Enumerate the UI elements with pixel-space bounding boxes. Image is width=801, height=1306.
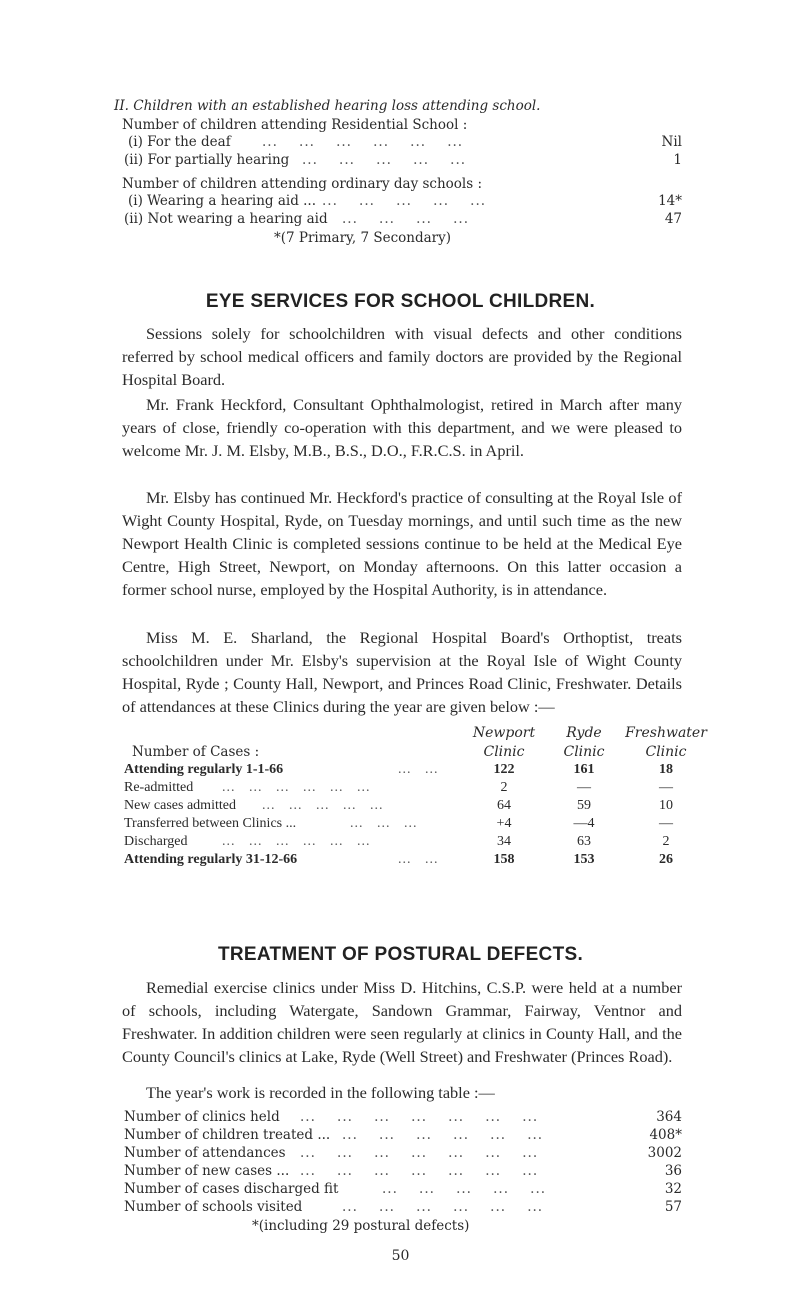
list-item-label: Number of new cases ... bbox=[124, 1163, 290, 1179]
page-number: 50 bbox=[391, 1248, 410, 1264]
cell: 158 bbox=[493, 852, 515, 867]
list-item-label: Number of attendances bbox=[124, 1145, 286, 1161]
table-row bbox=[0, 816, 801, 834]
list-item-value: 408* bbox=[649, 1127, 682, 1143]
residential-heading: Number of children attending Residential School : bbox=[122, 117, 468, 133]
leader-dots: ... ... bbox=[398, 762, 439, 777]
cell: — bbox=[659, 780, 673, 795]
list-item-value: 3002 bbox=[647, 1145, 682, 1161]
cell: 2 bbox=[662, 834, 670, 849]
table-row bbox=[0, 762, 801, 780]
leader-dots: ... ... ... ... ... ... bbox=[222, 834, 371, 849]
list-item-label: Number of children treated ... bbox=[124, 1127, 331, 1143]
leader-dots: ... ... ... ... ... bbox=[382, 1181, 547, 1197]
cell: 59 bbox=[577, 798, 591, 813]
day-item-value: 14* bbox=[658, 193, 682, 209]
cell: — bbox=[577, 780, 591, 795]
leader-dots: ... ... ... ... ... ... bbox=[342, 1127, 544, 1143]
list-item-label: Number of schools visited bbox=[124, 1199, 303, 1215]
leader-dots: ... ... ... ... ... ... bbox=[222, 780, 371, 795]
leader-dots: ... ... ... ... ... ... ... bbox=[300, 1145, 539, 1161]
column-header: Clinic bbox=[563, 744, 605, 760]
eye-paragraph: Sessions solely for schoolchildren with visual defects and other conditions referred by school medical officers and family doctors are provided by the Regional Hospital Board. bbox=[122, 324, 682, 389]
leader-dots: ... ... ... ... bbox=[342, 211, 469, 227]
cell: 18 bbox=[659, 762, 673, 777]
postural-defects-title: TREATMENT OF POSTURAL DEFECTS. bbox=[217, 944, 584, 965]
day-heading: Number of children attending ordinary day schools : bbox=[122, 176, 483, 192]
leader-dots: ... ... bbox=[398, 852, 439, 867]
cell: —4 bbox=[573, 816, 595, 831]
postural-paragraph: The year's work is recorded in the following table :— bbox=[146, 1083, 495, 1102]
table-row bbox=[0, 834, 801, 852]
row-label: Transferred between Clinics ... bbox=[124, 816, 297, 831]
leader-dots: ... ... ... ... ... bbox=[262, 798, 384, 813]
cell: 64 bbox=[497, 798, 511, 813]
list-item-value: 57 bbox=[664, 1199, 682, 1215]
row-label: New cases admitted bbox=[124, 798, 236, 813]
list-item-label: Number of cases discharged fit bbox=[124, 1181, 339, 1197]
cell: +4 bbox=[496, 816, 512, 831]
column-header: Ryde bbox=[566, 725, 602, 741]
cell: 26 bbox=[659, 852, 673, 867]
leader-dots: ... ... ... ... ... ... bbox=[262, 134, 464, 150]
row-label: Discharged bbox=[124, 834, 188, 849]
cell: 34 bbox=[497, 834, 511, 849]
column-header: Freshwater bbox=[625, 725, 707, 741]
residential-item-label: (i) For the deaf bbox=[128, 134, 231, 150]
residential-item-label: (ii) For partially hearing bbox=[124, 152, 290, 168]
cell: — bbox=[659, 816, 673, 831]
table-row bbox=[0, 852, 801, 870]
postural-footnote: *(including 29 postural defects) bbox=[252, 1218, 470, 1234]
cell: 161 bbox=[573, 762, 595, 777]
postural-paragraph: Remedial exercise clinics under Miss D. Hitchins, C.S.P. were held at a number of schools, including Watergate, Sandown Grammar, Fairway, Ventnor and Freshwater. In addition children were seen regularly at clinics in County Hall, and the County Council's clinics at Lake, Ryde (Well Street) and Freshwater (Princes Road). bbox=[122, 978, 682, 1066]
row-label: Re-admitted bbox=[124, 780, 194, 795]
cell: 122 bbox=[493, 762, 515, 777]
list-item-label: Number of clinics held bbox=[124, 1109, 280, 1125]
cell: 10 bbox=[659, 798, 673, 813]
list-item-value: 36 bbox=[664, 1163, 682, 1179]
cell: 2 bbox=[500, 780, 508, 795]
day-item-value: 47 bbox=[664, 211, 682, 227]
list-item-value: 364 bbox=[656, 1109, 682, 1125]
column-header: Clinic bbox=[483, 744, 525, 760]
row-label: Attending regularly 1-1-66 bbox=[124, 762, 284, 777]
residential-item-value: 1 bbox=[673, 152, 682, 168]
hearing-footnote: *(7 Primary, 7 Secondary) bbox=[274, 230, 452, 246]
table-row bbox=[0, 798, 801, 816]
leader-dots: ... ... ... ... ... bbox=[302, 152, 467, 168]
cell: 153 bbox=[573, 852, 595, 867]
leader-dots: ... ... ... ... ... ... ... bbox=[300, 1163, 539, 1179]
day-item-label: (ii) Not wearing a hearing aid bbox=[124, 211, 328, 227]
hearing-heading: II. Children with an established hearing loss attending school. bbox=[114, 98, 541, 114]
column-header: Clinic bbox=[645, 744, 687, 760]
leader-dots: ... ... ... bbox=[350, 816, 418, 831]
eye-services-title: EYE SERVICES FOR SCHOOL CHILDREN. bbox=[205, 291, 596, 312]
eye-paragraph: Mr. Frank Heckford, Consultant Ophthalmologist, retired in March after many years of close, friendly co-operation with this department, and we were pleased to welcome Mr. J. M. Elsby, M.B., B.S., D.O., F.R.C.S. in April. bbox=[122, 395, 682, 460]
leader-dots: ... ... ... ... ... bbox=[322, 193, 487, 209]
column-header: Newport bbox=[472, 725, 536, 741]
row-header-label: Number of Cases : bbox=[132, 744, 260, 760]
row-label: Attending regularly 31-12-66 bbox=[124, 852, 298, 867]
eye-paragraph: Miss M. E. Sharland, the Regional Hospital Board's Orthoptist, treats schoolchildren under Mr. Elsby's supervision at the Royal Isle of Wight County Hospital, Ryde ; County Hall, Newport, and Princes Road Clinic, Freshwater. Details of attendances at these Clinics during the year are given below :— bbox=[122, 628, 682, 716]
eye-paragraph: Mr. Elsby has continued Mr. Heckford's practice of consulting at the Royal Isle of Wight County Hospital, Ryde, on Tuesday mornings, and until such time as the new Newport Health Clinic is completed sessions continue to be held at the Medical Eye Centre, High Street, Newport, on Monday afternoons. On this latter occasion a former school nurse, employed by the Hospital Authority, is in attendance. bbox=[122, 488, 682, 599]
leader-dots: ... ... ... ... ... ... bbox=[342, 1199, 544, 1215]
residential-item-value: Nil bbox=[661, 134, 682, 150]
leader-dots: ... ... ... ... ... ... ... bbox=[300, 1109, 539, 1125]
day-item-label: (i) Wearing a hearing aid ... bbox=[128, 193, 316, 209]
table-row bbox=[0, 780, 801, 798]
list-item-value: 32 bbox=[664, 1181, 682, 1197]
cell: 63 bbox=[577, 834, 591, 849]
